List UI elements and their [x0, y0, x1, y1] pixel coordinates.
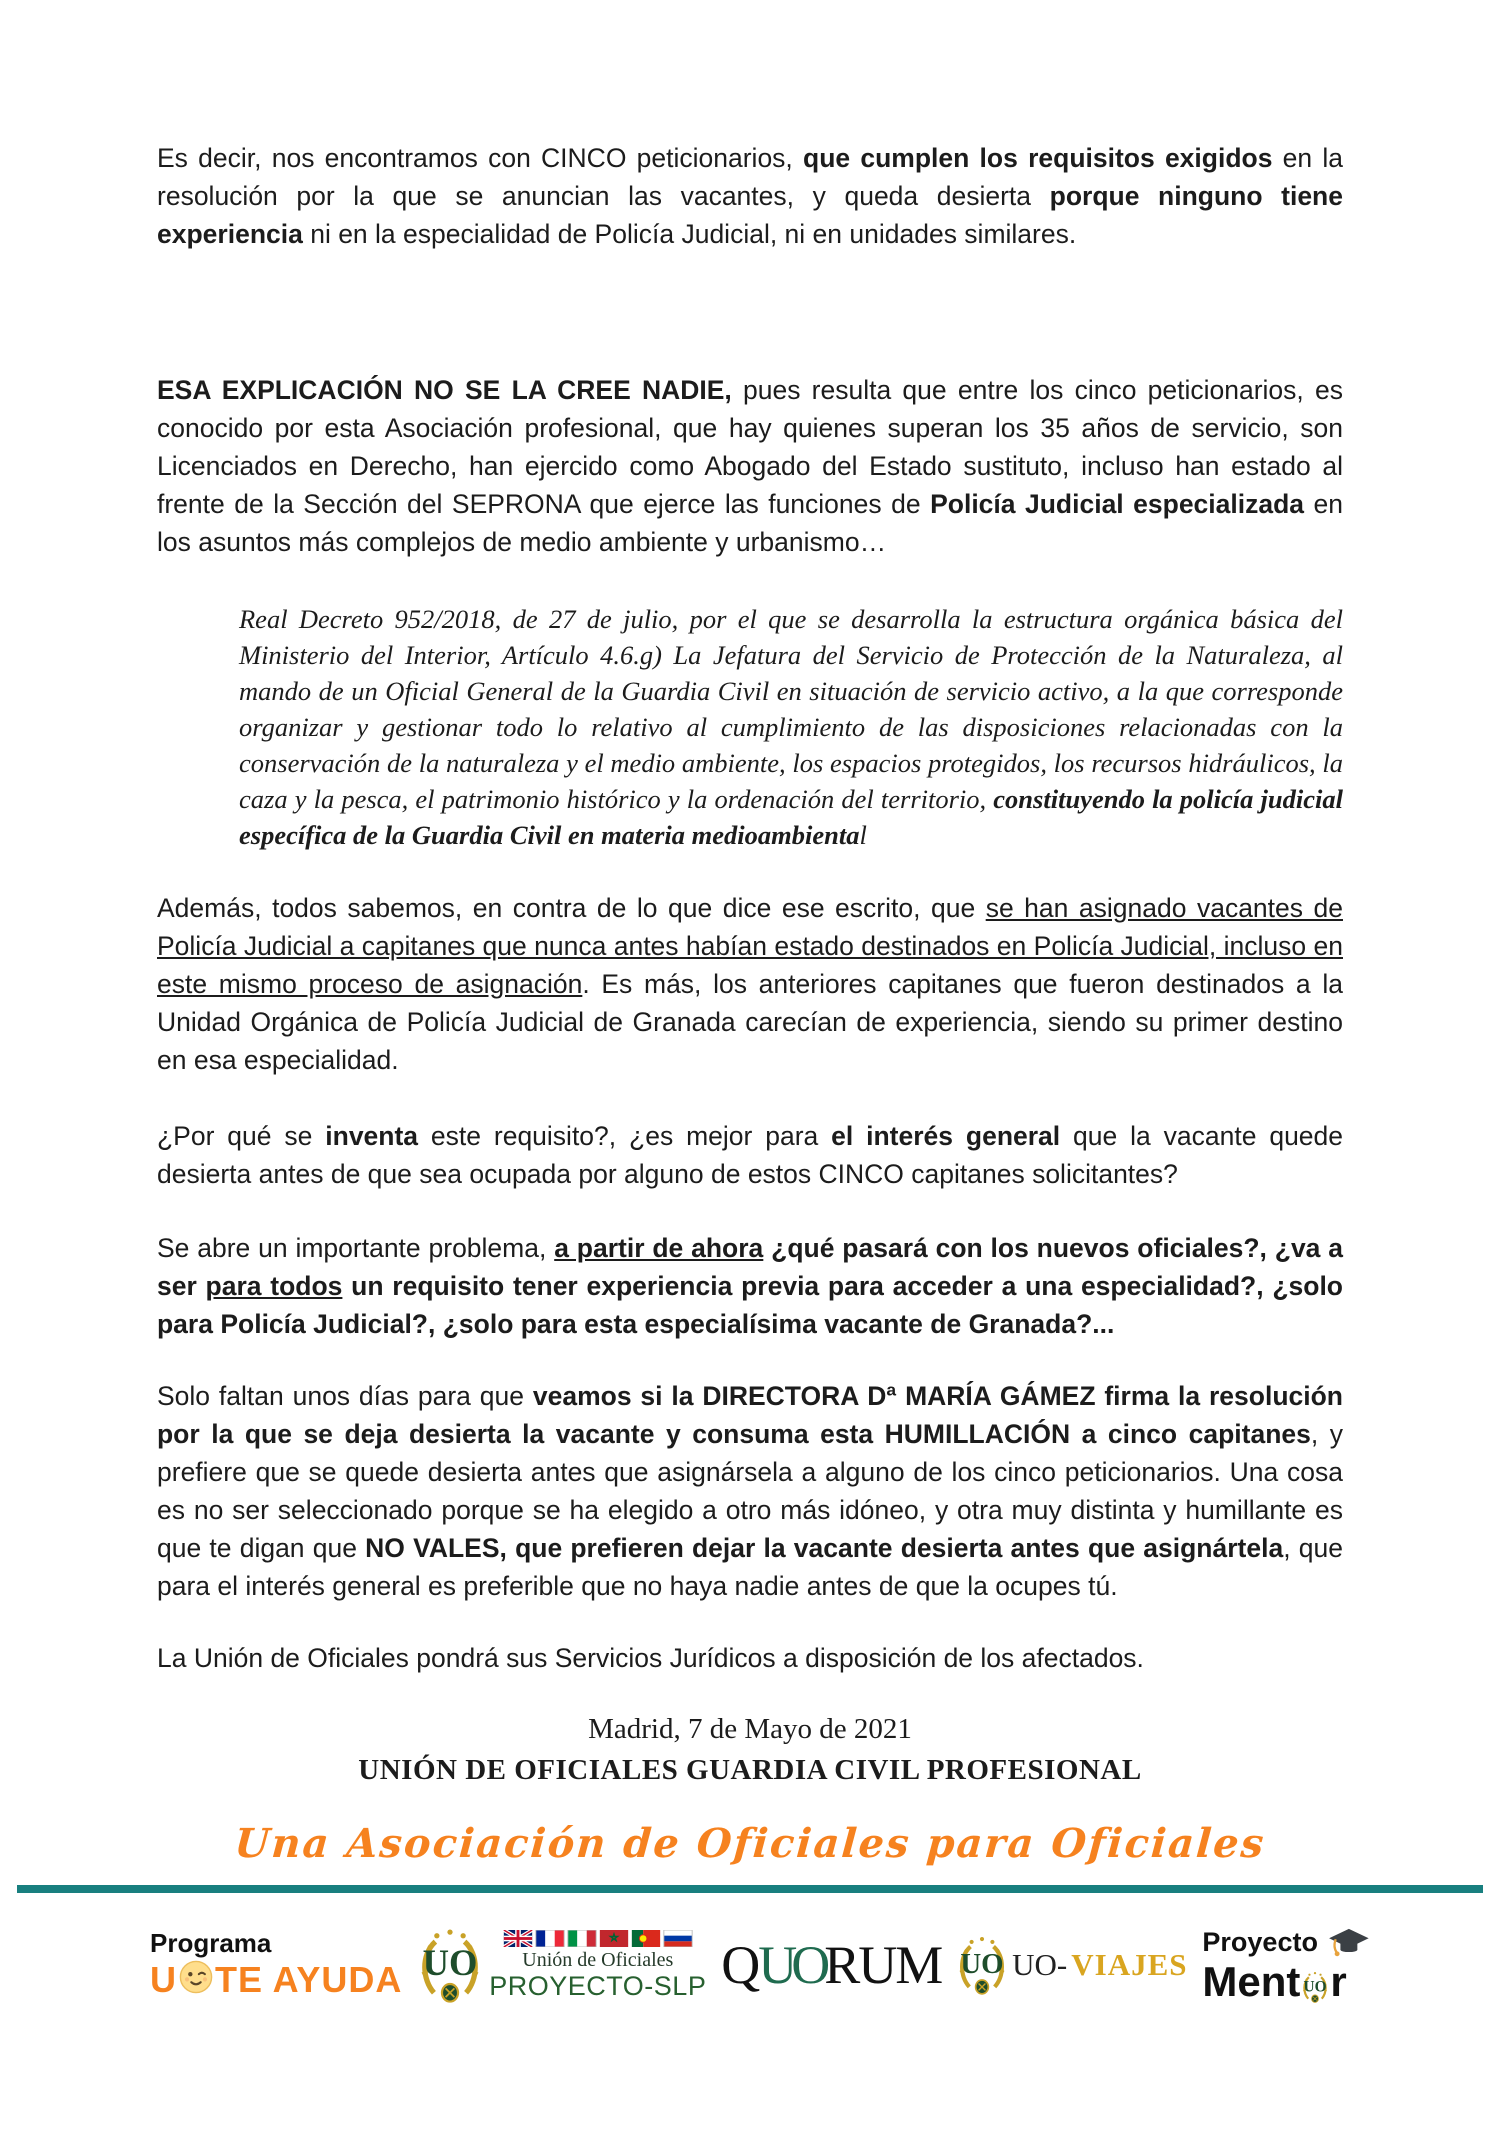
text-segment: Es decir, nos encontramos con CINCO peticionarios,: [157, 142, 804, 173]
text-segment: este requisito?, ¿es mejor para: [418, 1120, 832, 1151]
wink-face-icon: [179, 1960, 213, 2000]
paragraph: [157, 1229, 1343, 1343]
text-segment: Solo faltan unos días para que: [157, 1380, 533, 1411]
logo-proyecto-mentor: [1202, 1927, 1370, 2003]
text-segment: Además, todos sabemos, en contra de lo que dice ese escrito, que: [157, 892, 986, 923]
paragraph: [157, 1639, 1343, 1677]
uo-letter: U: [150, 1958, 177, 2000]
text-segment: pues resulta que entre los cinco peticionarios, es conocido por esta Asociación profesional, que hay quienes superan los 35 años de servicio, son Licenciados en Derecho, han ejercido como Abogado del Estado sustituto, incluso han estado al frente de la Sección del SEPRONA que ejerce las funciones de: [157, 374, 1343, 519]
flag-morocco-icon: [599, 1930, 629, 1947]
flags-strip: [503, 1930, 693, 1947]
text-segment: inventa: [325, 1120, 419, 1151]
logo-quorum: [721, 1934, 942, 1995]
association-tagline: Una Asociación de Oficiales para Oficiales: [233, 1819, 1267, 1867]
proyecto-slp-label: PROYECTO-SLP: [489, 1970, 707, 2001]
paragraph: [157, 139, 1343, 253]
text-segment: se han asignado vacantes de Policía Judicial a capitanes que nunca antes habían estado destinados en Policía Judicial, incluso en este mismo proceso de asignación: [157, 892, 1343, 999]
text-segment: ¿Por qué se: [157, 1120, 326, 1151]
text-segment: ESA EXPLICACIÓN NO SE LA CREE NADIE,: [157, 374, 732, 405]
text-segment: para todos: [205, 1270, 343, 1301]
quorum-uo: UO: [758, 1934, 825, 1995]
flag-russia-icon: [663, 1930, 693, 1947]
flag-portugal-icon: [631, 1930, 661, 1947]
place-date-line: Madrid, 7 de Mayo de 2021: [588, 1712, 912, 1745]
paragraph: [157, 371, 1343, 561]
text-segment: constituyendo la policía judicial específica de la Guardia Civil en materia medioambienta: [239, 783, 1343, 850]
signature-organization: UNIÓN DE OFICIALES GUARDIA CIVIL PROFESIONAL: [358, 1753, 1142, 1786]
uo-crest-icon: [417, 1927, 483, 2003]
graduation-cap-icon: [1324, 1927, 1370, 1959]
uo-viajes-label: VIAJES: [1071, 1947, 1188, 1982]
text-segment: . Es más, los anteriores capitanes que fueron destinados a la Unidad Orgánica de Policía Judicial de Granada carecían de experiencia, siendo su primer destino en esa especialidad.: [157, 968, 1343, 1075]
logo-programa-uo-te-ayuda: [150, 1927, 403, 2000]
text-segment: que cumplen los requisitos exigidos: [803, 142, 1273, 173]
text-segment: veamos si la DIRECTORA Dª MARÍA GÁMEZ firma la resolución por la que se deja desierta la vacante y consuma esta HUMILLACIÓN a cinco capitanes: [157, 1380, 1343, 1449]
text-segment: ¿qué pasará con los nuevos oficiales?, ¿va a ser: [157, 1232, 1343, 1301]
flag-italy-icon: [567, 1930, 597, 1947]
flag-uk-icon: [503, 1930, 533, 1947]
text-segment: porque ninguno tiene experiencia: [157, 180, 1343, 249]
text-segment: el interés general: [831, 1120, 1061, 1151]
text-segment: l: [859, 819, 867, 850]
text-segment: , que para el interés general es preferible que no haya nadie antes de que la ocupes tú.: [157, 1532, 1343, 1601]
text-segment: a partir de ahora: [554, 1232, 764, 1263]
text-segment: que la vacante quede desierta antes de que sea ocupada por alguno de estos CINCO capitanes solicitantes?: [157, 1120, 1344, 1189]
quorum-rum: RUM: [824, 1934, 942, 1995]
text-segment: Se abre un importante problema,: [157, 1232, 555, 1263]
text-segment: NO VALES, que prefieren dejar la vacante desierta antes que asignártela: [365, 1532, 1284, 1563]
paragraph: [157, 1117, 1343, 1193]
footer-logos: [0, 1893, 1500, 2021]
proyecto-label: Proyecto: [1202, 1927, 1318, 1957]
text-segment: Policía Judicial especializada: [930, 488, 1305, 519]
teal-divider: [17, 1885, 1483, 1893]
uo-crest-icon: [1301, 1971, 1329, 2003]
quorum-q: Q: [721, 1934, 759, 1995]
paragraph: [157, 1377, 1343, 1605]
text-segment: en los asuntos más complejos de medio ambiente y urbanismo…: [157, 488, 1344, 557]
uo-viajes-prefix: UO-: [1012, 1947, 1068, 1982]
text-segment: un requisito tener experiencia previa para acceder a una especialidad?, ¿solo para Policía Judicial?, ¿solo para esta especialísima vacante de Granada?...: [157, 1270, 1343, 1339]
text-segment: La Unión de Oficiales pondrá sus Servicios Jurídicos a disposición de los afectados.: [157, 1642, 1144, 1673]
text-segment: Real Decreto 952/2018, de 27 de julio, por el que se desarrolla la estructura orgánica básica del Ministerio del Interior, Artículo 4.6.g) La Jefatura del Servicio de Protección de la Naturaleza, al mando de un Oficial General de la Guardia Civil en situación de servicio activo, a la que corresponde organizar y gestionar todo lo relativo al cumplimiento de las disposiciones relacionadas con la conservación de la naturaleza y el medio ambiente, los espacios protegidos, los recursos hidráulicos, la caza y la pesca, el patrimonio histórico y la ordenación del territorio,: [239, 603, 1343, 814]
text-segment: , y prefiere que se quede desierta antes que asignársela a alguno de los cinco peticionarios. Una cosa es no ser seleccionado porque se ha elegido a otro más idóneo, y otra muy distinta y humillante es que te digan que: [157, 1418, 1343, 1563]
blockquote-real-decreto: [239, 601, 1343, 853]
programa-label: Programa: [150, 1927, 272, 1958]
text-segment: ni en la especialidad de Policía Judicial, ni en unidades similares.: [302, 218, 1077, 249]
text-segment: en la resolución por la que se anuncian las vacantes, y queda desierta: [157, 142, 1344, 211]
uo-crest-icon: [956, 1935, 1008, 1995]
union-de-oficiales-label: Unión de Oficiales: [522, 1948, 674, 1971]
logo-proyecto-slp: [417, 1927, 706, 2003]
logo-uo-viajes: [956, 1935, 1187, 1995]
mentor-suffix: r: [1330, 1957, 1347, 2005]
flag-france-icon: [535, 1930, 565, 1947]
mentor-prefix: Ment: [1202, 1957, 1301, 2005]
te-ayuda-label: TE AYUDA: [215, 1958, 403, 2000]
paragraph: [157, 889, 1343, 1079]
